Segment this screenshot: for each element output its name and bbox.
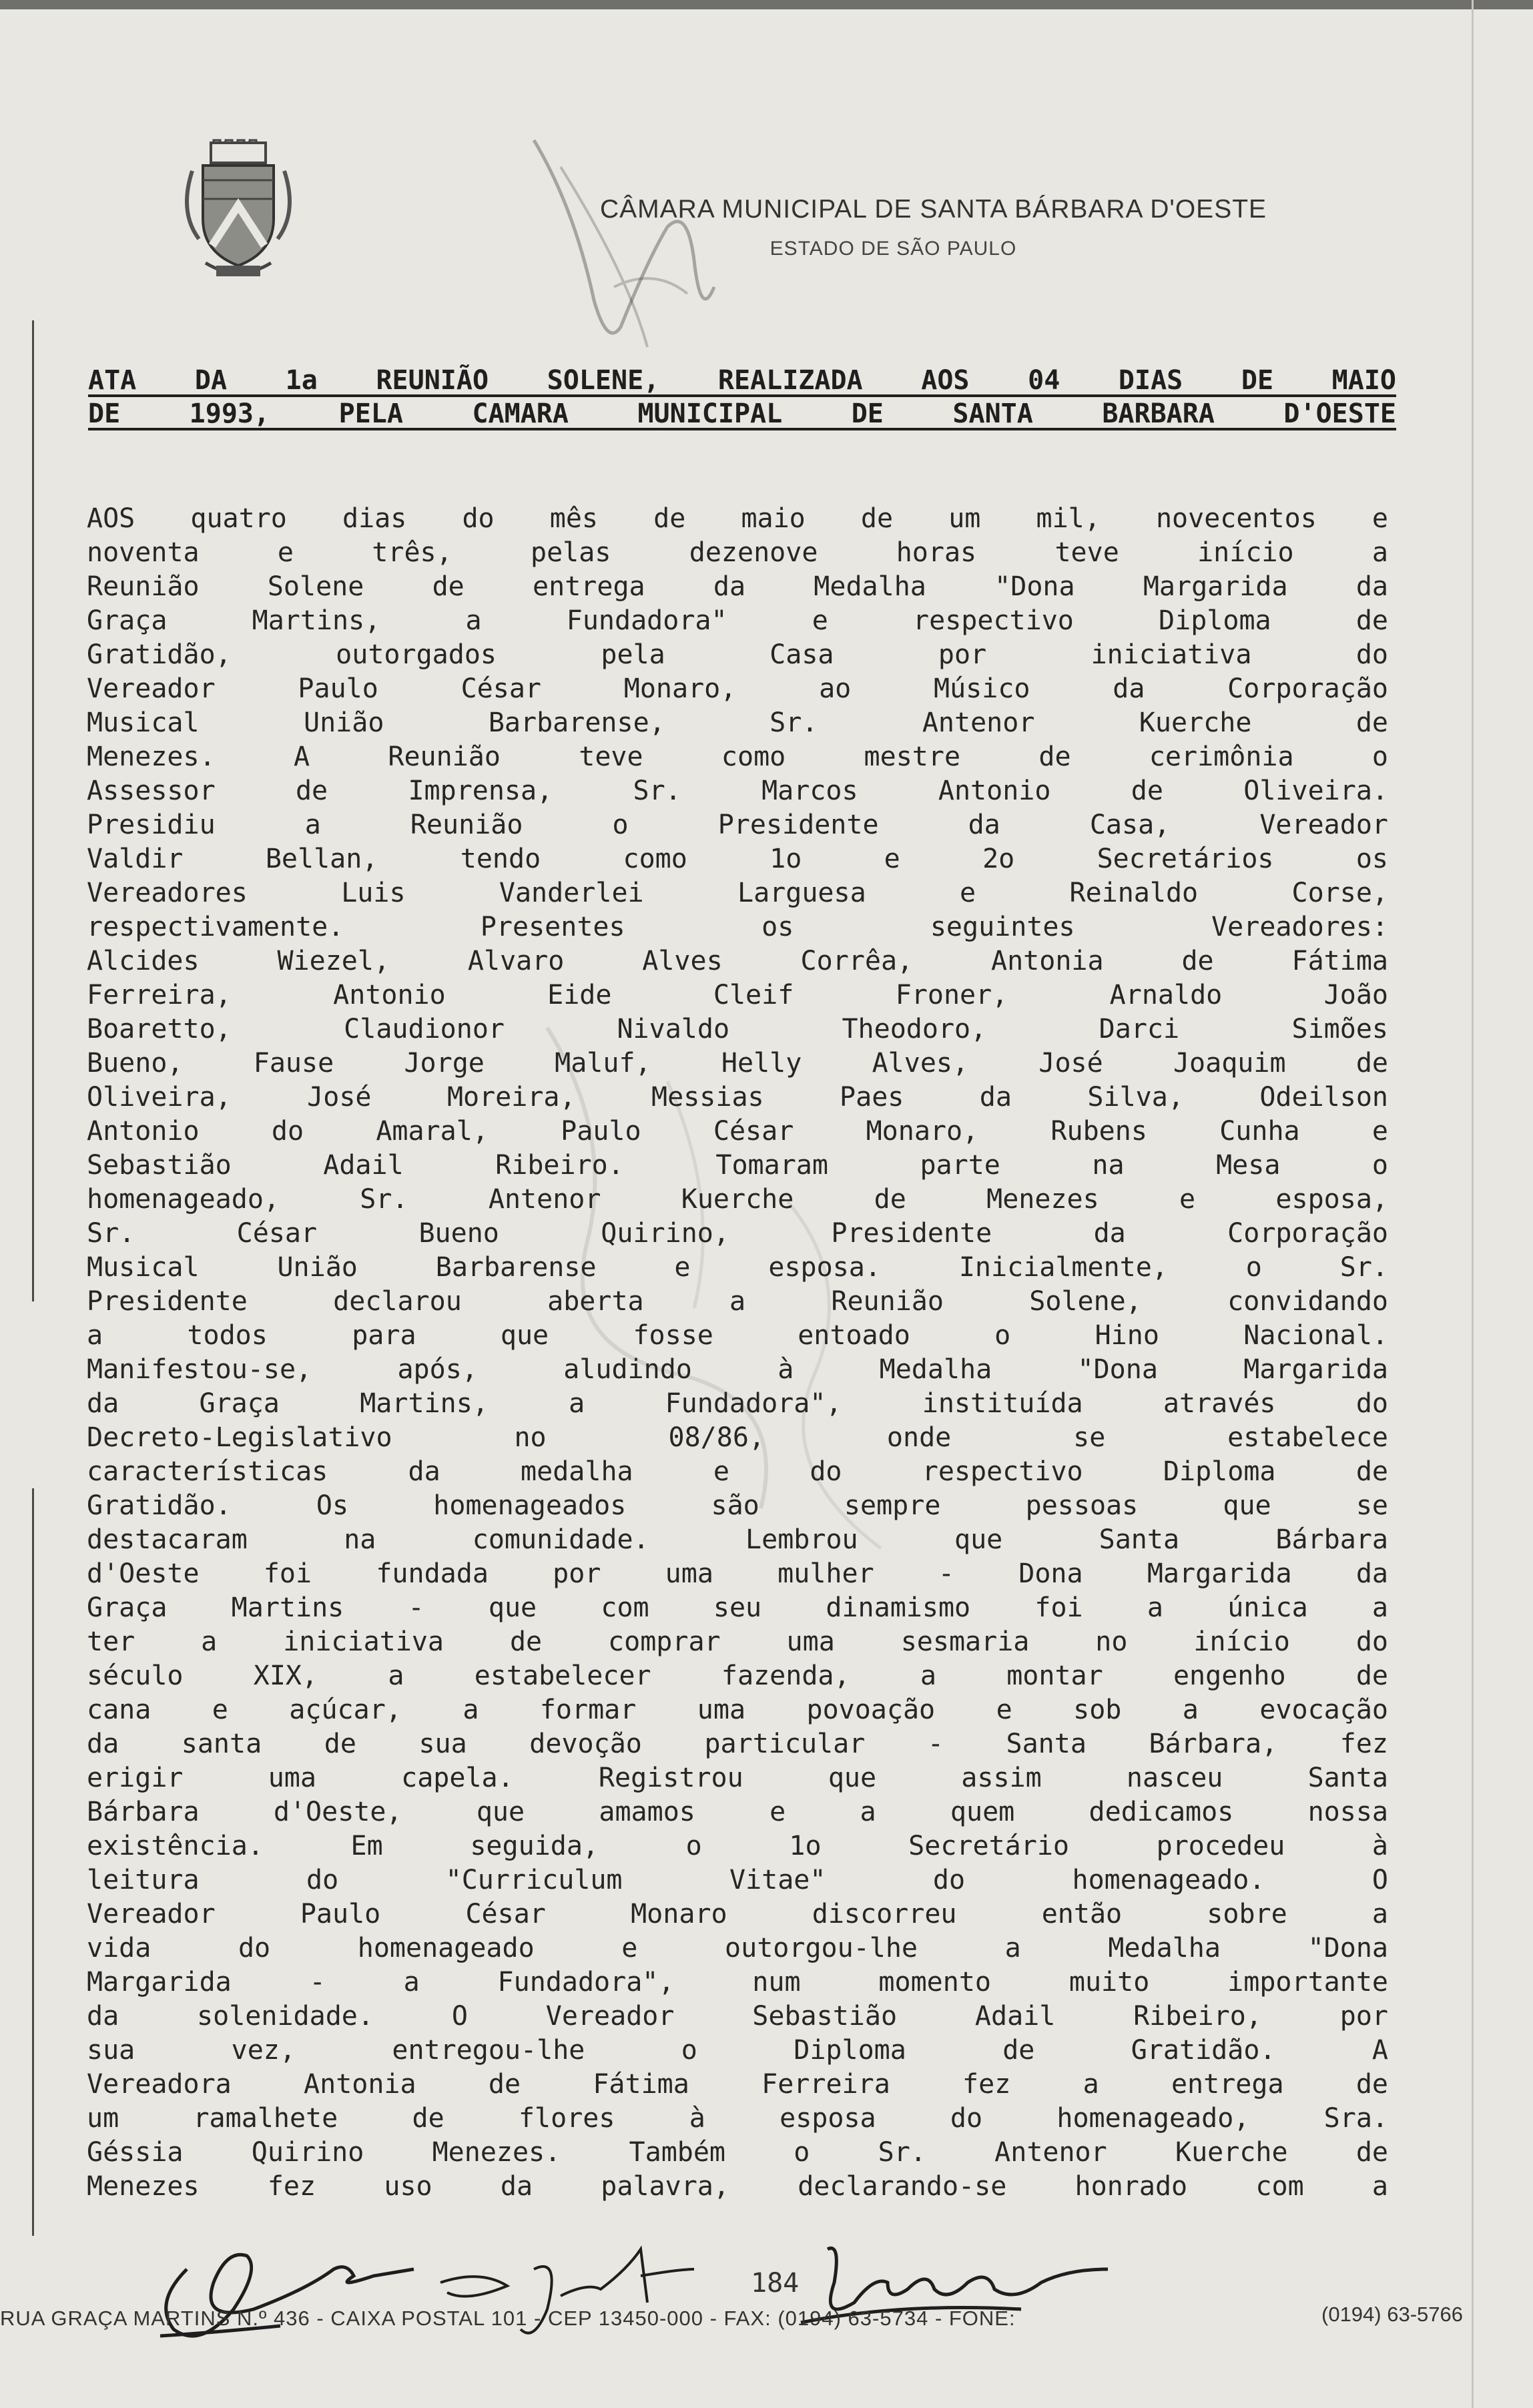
body-line: características da medalha e do respectivo Diploma de: [87, 1456, 1388, 1487]
page-number: 184: [751, 2268, 800, 2299]
body-line: Bárbara d'Oeste, que amamos e a quem dedicamos nossa: [87, 1797, 1388, 1827]
body-line: leitura do "Curriculum Vitae" do homenageado. O: [87, 1865, 1388, 1895]
body-line: Margarida - a Fundadora", num momento muito importante: [87, 1967, 1388, 1998]
body-line: Oliveira, José Moreira, Messias Paes da Silva, Odeilson: [87, 1082, 1388, 1113]
body-line: Musical União Barbarense, Sr. Antenor Kuerche de: [87, 707, 1388, 738]
body-line: ter a iniciativa de comprar uma sesmaria no início do: [87, 1626, 1388, 1657]
body-line: Presidiu a Reunião o Presidente da Casa, Vereador: [87, 810, 1388, 840]
body-line: homenageado, Sr. Antenor Kuerche de Menezes e esposa,: [87, 1184, 1388, 1215]
body-line: século XIX, a estabelecer fazenda, a montar engenho de: [87, 1661, 1388, 1691]
body-line: Menezes fez uso da palavra, declarando-se honrado com a: [87, 2171, 1388, 2202]
footer: [0, 2303, 1533, 2344]
body-line: Ferreira, Antonio Eide Cleif Froner, Arnaldo João: [87, 980, 1388, 1010]
body-line: a todos para que fosse entoado o Hino Nacional.: [87, 1320, 1388, 1351]
body-line: Musical União Barbarense e esposa. Inicialmente, o Sr.: [87, 1252, 1388, 1283]
body-line: cana e açúcar, a formar uma povoação e sob a evocação: [87, 1695, 1388, 1725]
body-line: Vereadores Luis Vanderlei Larguesa e Reinaldo Corse,: [87, 878, 1388, 908]
body-line: da santa de sua devoção particular - Santa Bárbara, fez: [87, 1729, 1388, 1759]
body-line: Presidente declarou aberta a Reunião Solene, convidando: [87, 1286, 1388, 1317]
body-line: noventa e três, pelas dezenove horas teve início a: [87, 537, 1388, 568]
chamber-name: CÂMARA MUNICIPAL DE SANTA BÁRBARA D'OESTE: [599, 195, 1267, 224]
body-line: Graça Martins, a Fundadora" e respectivo Diploma de: [87, 605, 1388, 636]
left-margin-rule: [32, 320, 34, 1301]
body-line: erigir uma capela. Registrou que assim nasceu Santa: [87, 1763, 1388, 1793]
body-line: d'Oeste foi fundada por uma mulher - Dona Margarida da: [87, 1558, 1388, 1589]
scan-top-border: [0, 0, 1533, 9]
body-line: Gratidão, outorgados pela Casa por iniciativa do: [87, 639, 1388, 670]
body-line: Alcides Wiezel, Alvaro Alves Corrêa, Antonia de Fátima: [87, 946, 1388, 976]
footer-phone: (0194) 63-5766: [1321, 2303, 1463, 2326]
body-line: da Graça Martins, a Fundadora", instituída através do: [87, 1388, 1388, 1419]
body-line: respectivamente. Presentes os seguintes Vereadores:: [87, 912, 1388, 942]
body-line: existência. Em seguida, o 1o Secretário procedeu à: [87, 1831, 1388, 1861]
minutes-body: [87, 502, 1388, 2204]
body-line: Reunião Solene de entrega da Medalha "Dona Margarida da: [87, 571, 1388, 602]
body-line: sua vez, entregou-lhe o Diploma de Gratidão. A: [87, 2035, 1388, 2066]
heading-line: ATA DA 1a REUNIÃO SOLENE, REALIZADA AOS 04 DIAS DE MAIO: [88, 365, 1396, 396]
body-line: Assessor de Imprensa, Sr. Marcos Antonio de Oliveira.: [87, 776, 1388, 806]
body-line: Decreto-Legislativo no 08/86, onde se estabelece: [87, 1422, 1388, 1453]
page-edge: [1472, 0, 1474, 2408]
body-line: destacaram na comunidade. Lembrou que Santa Bárbara: [87, 1524, 1388, 1555]
state-name: ESTADO DE SÃO PAULO: [770, 238, 1017, 260]
body-line: Gratidão. Os homenageados são sempre pessoas que se: [87, 1490, 1388, 1521]
heading-line: DE 1993, PELA CAMARA MUNICIPAL DE SANTA BARBARA D'OESTE: [88, 398, 1396, 429]
body-line: Boaretto, Claudionor Nivaldo Theodoro, Darci Simões: [87, 1014, 1388, 1044]
body-line: um ramalhete de flores à esposa do homenageado, Sra.: [87, 2103, 1388, 2134]
footer-address: RUA GRAÇA MARTINS N.º 436 - CAIXA POSTAL 101 - CEP 13450-000 - FAX: (0194) 63-5734 - FONE:: [0, 2307, 1016, 2330]
body-line: Bueno, Fause Jorge Maluf, Helly Alves, José Joaquim de: [87, 1048, 1388, 1079]
body-line: AOS quatro dias do mês de maio de um mil, novecentos e: [87, 503, 1388, 534]
body-line: Antonio do Amaral, Paulo César Monaro, Rubens Cunha e: [87, 1116, 1388, 1147]
document-heading: [88, 364, 1396, 430]
body-line: Manifestou-se, após, aludindo à Medalha "Dona Margarida: [87, 1354, 1388, 1385]
body-line: Valdir Bellan, tendo como 1o e 2o Secretários os: [87, 844, 1388, 874]
body-line: Vereador Paulo César Monaro, ao Músico da Corporação: [87, 673, 1388, 704]
body-line: Graça Martins - que com seu dinamismo foi a única a: [87, 1592, 1388, 1623]
left-margin-rule: [32, 1488, 34, 2236]
body-line: Menezes. A Reunião teve como mestre de cerimônia o: [87, 741, 1388, 772]
body-line: Vereadora Antonia de Fátima Ferreira fez a entrega de: [87, 2069, 1388, 2100]
body-line: Vereador Paulo César Monaro discorreu então sobre a: [87, 1899, 1388, 1929]
body-line: vida do homenageado e outorgou-lhe a Medalha "Dona: [87, 1933, 1388, 1964]
body-line: Sebastião Adail Ribeiro. Tomaram parte na Mesa o: [87, 1150, 1388, 1181]
body-line: Géssia Quirino Menezes. Também o Sr. Antenor Kuerche de: [87, 2137, 1388, 2168]
body-line: Sr. César Bueno Quirino, Presidente da Corporação: [87, 1218, 1388, 1249]
body-line: da solenidade. O Vereador Sebastião Adail Ribeiro, por: [87, 2001, 1388, 2032]
